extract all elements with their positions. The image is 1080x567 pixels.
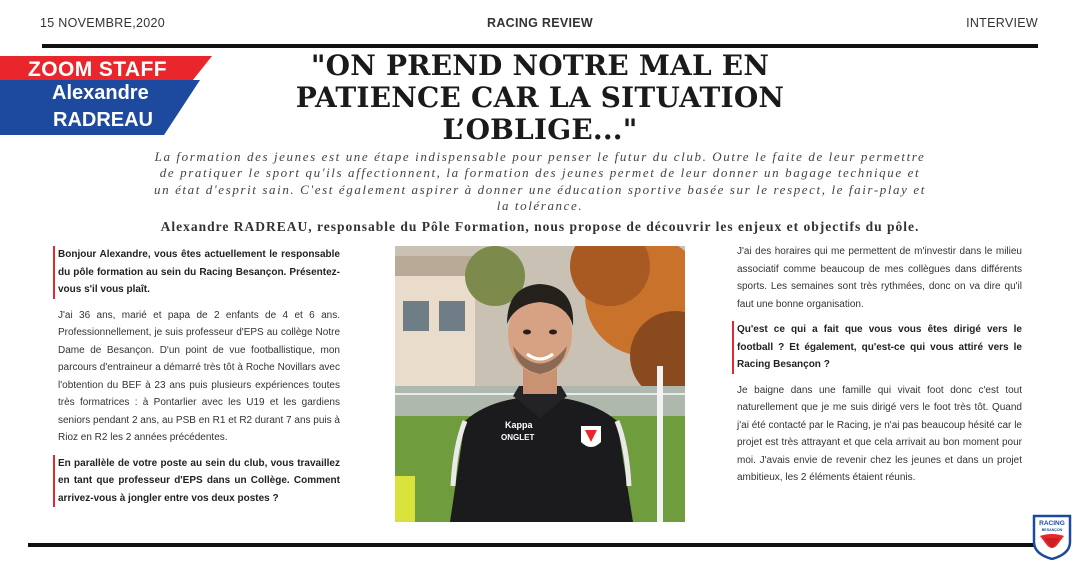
bottom-rule — [28, 543, 1038, 547]
answer-2: J'ai des horaires qui me permettent de m'investir dans le milieu associatif comme beaucoup de mes collègues dans différents sports. Les semaines sont très rythmées, donc on va dire qu'il faut une bonne organisation. — [737, 246, 1022, 310]
article-subline: Alexandre RADREAU, responsable du Pôle Formation, nous propose de découvrir les enjeux et objectifs du pôle. — [160, 219, 920, 234]
portrait-illustration — [395, 246, 685, 522]
banner-first-name: Alexandre — [52, 82, 149, 104]
issue-date: 15 NOVEMBRE,2020 — [40, 16, 165, 30]
article-headline — [250, 50, 830, 146]
question-1: Bonjour Alexandre, vous êtes actuellement le responsable du pôle formation au sein du Racing Besançon. Présentez-vous s'il vous plaît. — [53, 246, 340, 299]
answer-3: Je baigne dans une famille qui vivait foot donc c'est tout naturellement que je me suis dirigé vers le foot très tôt. Quand j'ai été contacté par le Racing, je n'ai pas beaucoup hésité car le projet est très attrayant et que cela arrivait au bon moment pour moi. J'avais envie de revenir chez les jeunes et dans un projet ambitieux, les 2 éléments étaient réunis. — [737, 384, 1022, 483]
section-label: INTERVIEW — [966, 16, 1038, 30]
jersey-brand: Kappa — [505, 420, 533, 430]
answer-1: J'ai 36 ans, marié et papa de 2 enfants de 4 et 6 ans. Professionnellement, je suis professeur d'EPS au collège Notre Dame de Besançon. D'un point de vue footballistique, mon parcours d'entraineur a démarré très tôt à Roche Novillars avec l'obtention du BEF à 23 ans puis plusieurs expériences toutes très formatrices : à Pontarlier avec les U19 et les gardiens seniors pendant 2 ans, au PSB en R1 et R2 durant 7 ans puis à Rioz en R2 les 2 années précédentes. — [58, 309, 340, 443]
question-3: Qu'est ce qui a fait que vous vous êtes dirigé vers le football ? Et également, qu'est-ce qui vous attiré vers le Racing Besançon ? — [732, 321, 1022, 374]
question-2: En parallèle de votre poste au sein du club, vous travaillez en tant que professeur d'EPS dans un Collège. Comment arrivez-vous à jongler entre vos deux postes ? — [53, 455, 340, 508]
portrait-photo — [395, 246, 685, 522]
publication-title: RACING REVIEW — [487, 16, 593, 30]
racing-besancon-crest-icon — [1032, 514, 1072, 560]
headline-line-3: L’OBLIGE..." — [442, 113, 638, 146]
headline-line-2: PATIENCE CAR LA SITUATION — [295, 81, 785, 114]
banner-last-name: RADREAU — [53, 109, 153, 131]
top-rule — [42, 44, 1038, 48]
logo-line-2: BESANÇON — [1041, 528, 1063, 532]
headline-line-1: "ON PREND NOTRE MAL EN — [310, 49, 770, 82]
right-column — [737, 243, 1022, 495]
banner-zoom-staff: ZOOM STAFF — [28, 58, 167, 81]
logo-line-1: RACING — [1039, 520, 1065, 527]
article-intro: La formation des jeunes est une étape indispensable pour penser le futur du club. Outre le faite de leur permettre de pratiquer le sport qu'ils affectionnent, la formation des jeunes permet de leur donner un bagage technique et un état d'esprit sain. C'est également aspirer à donner une éducation sportive basée sur le respect, le fair-play et la tolérance. — [154, 149, 926, 213]
left-column — [58, 246, 340, 515]
jersey-sponsor: ONGLET — [501, 433, 535, 442]
club-logo — [1032, 514, 1072, 560]
